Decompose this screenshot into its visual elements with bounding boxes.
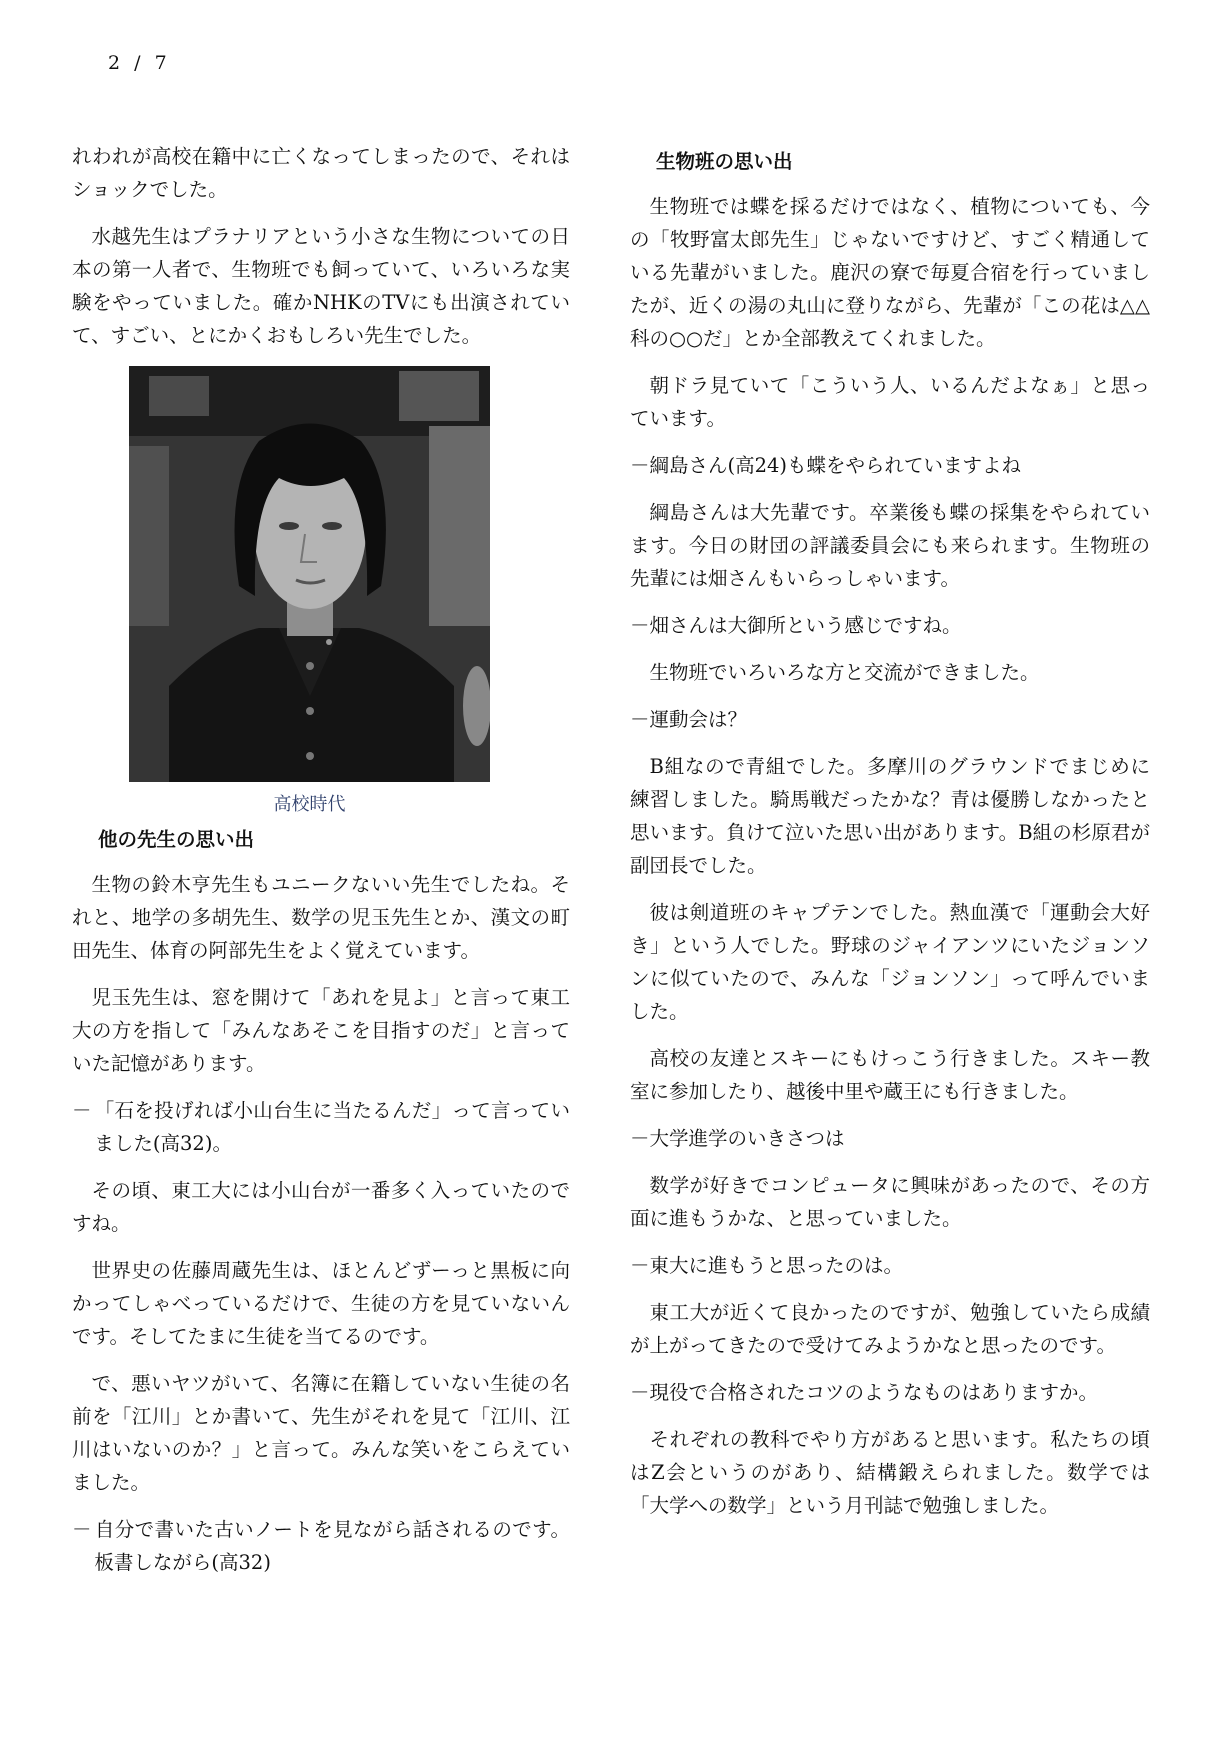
portrait-photo <box>129 366 490 782</box>
paragraph: 生物班では蝶を採るだけではなく、植物についても、今の「牧野富太郎先生」じゃないですけど、すごく精通している先輩がいました。鹿沢の寮で毎夏合宿を行っていましたが、近くの湯の丸山に登りながら、先輩が「この花は△△科の○○だ」とか全部教えてくれました。 <box>630 195 1150 350</box>
paragraph: 彼は剣道班のキャプテンでした。熱血漢で「運動会大好き」という人でした。野球のジャイアンツにいたジョンソンに似ていたので、みんな「ジョンソン」って呼んでいました。 <box>630 901 1150 1023</box>
paragraph: その頃、東工大には小山台が一番多く入っていたのですね。 <box>72 1179 570 1235</box>
paragraph: 東工大が近くて良かったのですが、勉強していたら成績が上がってきたので受けてみようかなと思ったのです。 <box>630 1301 1150 1357</box>
paragraph: れわれが高校在籍中に亡くなってしまったので、それはショックでした。 <box>72 145 570 201</box>
question: －畑さんは大御所という感じですね。 <box>630 614 962 637</box>
question: －大学進学のいきさつは <box>630 1127 845 1150</box>
right-column <box>630 140 1150 1536</box>
paragraph: 数学が好きでコンピュータに興味があったので、その方面に進もうかな、と思っていました。 <box>630 1174 1150 1230</box>
dash: － <box>72 1518 92 1541</box>
photo-figure <box>129 366 490 816</box>
question: －綱島さん(高24)も蝶をやられていますよね <box>630 454 1022 477</box>
portrait-image <box>129 366 490 782</box>
section-heading: 他の先生の思い出 <box>98 828 255 851</box>
question-text: 「石を投げれば小山台生に当たるんだ」って言っていました(高32)。 <box>94 1099 570 1155</box>
paragraph: 生物班でいろいろな方と交流ができました。 <box>649 661 1040 684</box>
paragraph: 児玉先生は、窓を開けて「あれを見よ」と言って東工大の方を指して「みんなあそこを目指すのだ」と言っていた記憶があります。 <box>72 986 570 1075</box>
paragraph: 水越先生はプラナリアという小さな生物についての日本の第一人者で、生物班でも飼っていて、いろいろな実験をやっていました。確かNHKのTVにも出演されていて、すごい、とにかくおもしろい先生でした。 <box>72 225 570 347</box>
paragraph: 生物の鈴木亨先生もユニークないい先生でしたね。それと、地学の多胡先生、数学の児玉先生とか、漢文の町田先生、体育の阿部先生をよく覚えています。 <box>72 873 570 962</box>
paragraph: 綱島さんは大先輩です。卒業後も蝶の採集をやられています。今日の財団の評議委員会にも来られます。生物班の先輩には畑さんもいらっしゃいます。 <box>630 501 1150 590</box>
question <box>72 1094 570 1160</box>
question <box>72 1513 570 1579</box>
question-text: 自分で書いた古いノートを見ながら話されるのです。板書しながら(高32) <box>94 1518 570 1574</box>
paragraph: 朝ドラ見ていて「こういう人、いるんだよなぁ」と思っています。 <box>630 374 1150 430</box>
paragraph: B組なので青組でした。多摩川のグラウンドでまじめに練習しました。騎馬戦だったかな？青は優勝しなかったと思います。負けて泣いた思い出があります。B組の杉原君が副団長でした。 <box>630 755 1150 877</box>
paragraph: それぞれの教科でやり方があると思います。私たちの頃はZ会というのがあり、結構鍛えられました。数学では「大学への数学」という月刊誌で勉強しました。 <box>630 1428 1150 1517</box>
page-number: 2 / 7 <box>108 52 171 74</box>
section-heading: 生物班の思い出 <box>656 150 793 173</box>
photo-caption: 高校時代 <box>273 794 346 815</box>
dash: － <box>72 1099 92 1122</box>
left-column <box>72 140 570 1593</box>
question: －現役で合格されたコツのようなものはありますか。 <box>630 1381 1099 1404</box>
paragraph: で、悪いヤツがいて、名簿に在籍していない生徒の名前を「江川」とか書いて、先生がそれを見て「江川、江川はいないのか？」と言って。みんな笑いをこらえていました。 <box>72 1372 570 1494</box>
question: －東大に進もうと思ったのは。 <box>630 1254 904 1277</box>
paragraph: 高校の友達とスキーにもけっこう行きました。スキー教室に参加したり、越後中里や蔵王にも行きました。 <box>630 1047 1150 1103</box>
paragraph: 世界史の佐藤周蔵先生は、ほとんどずーっと黒板に向かってしゃべっているだけで、生徒の方を見ていないんです。そしてたまに生徒を当てるのです。 <box>72 1259 570 1348</box>
question: －運動会は？ <box>630 708 748 731</box>
